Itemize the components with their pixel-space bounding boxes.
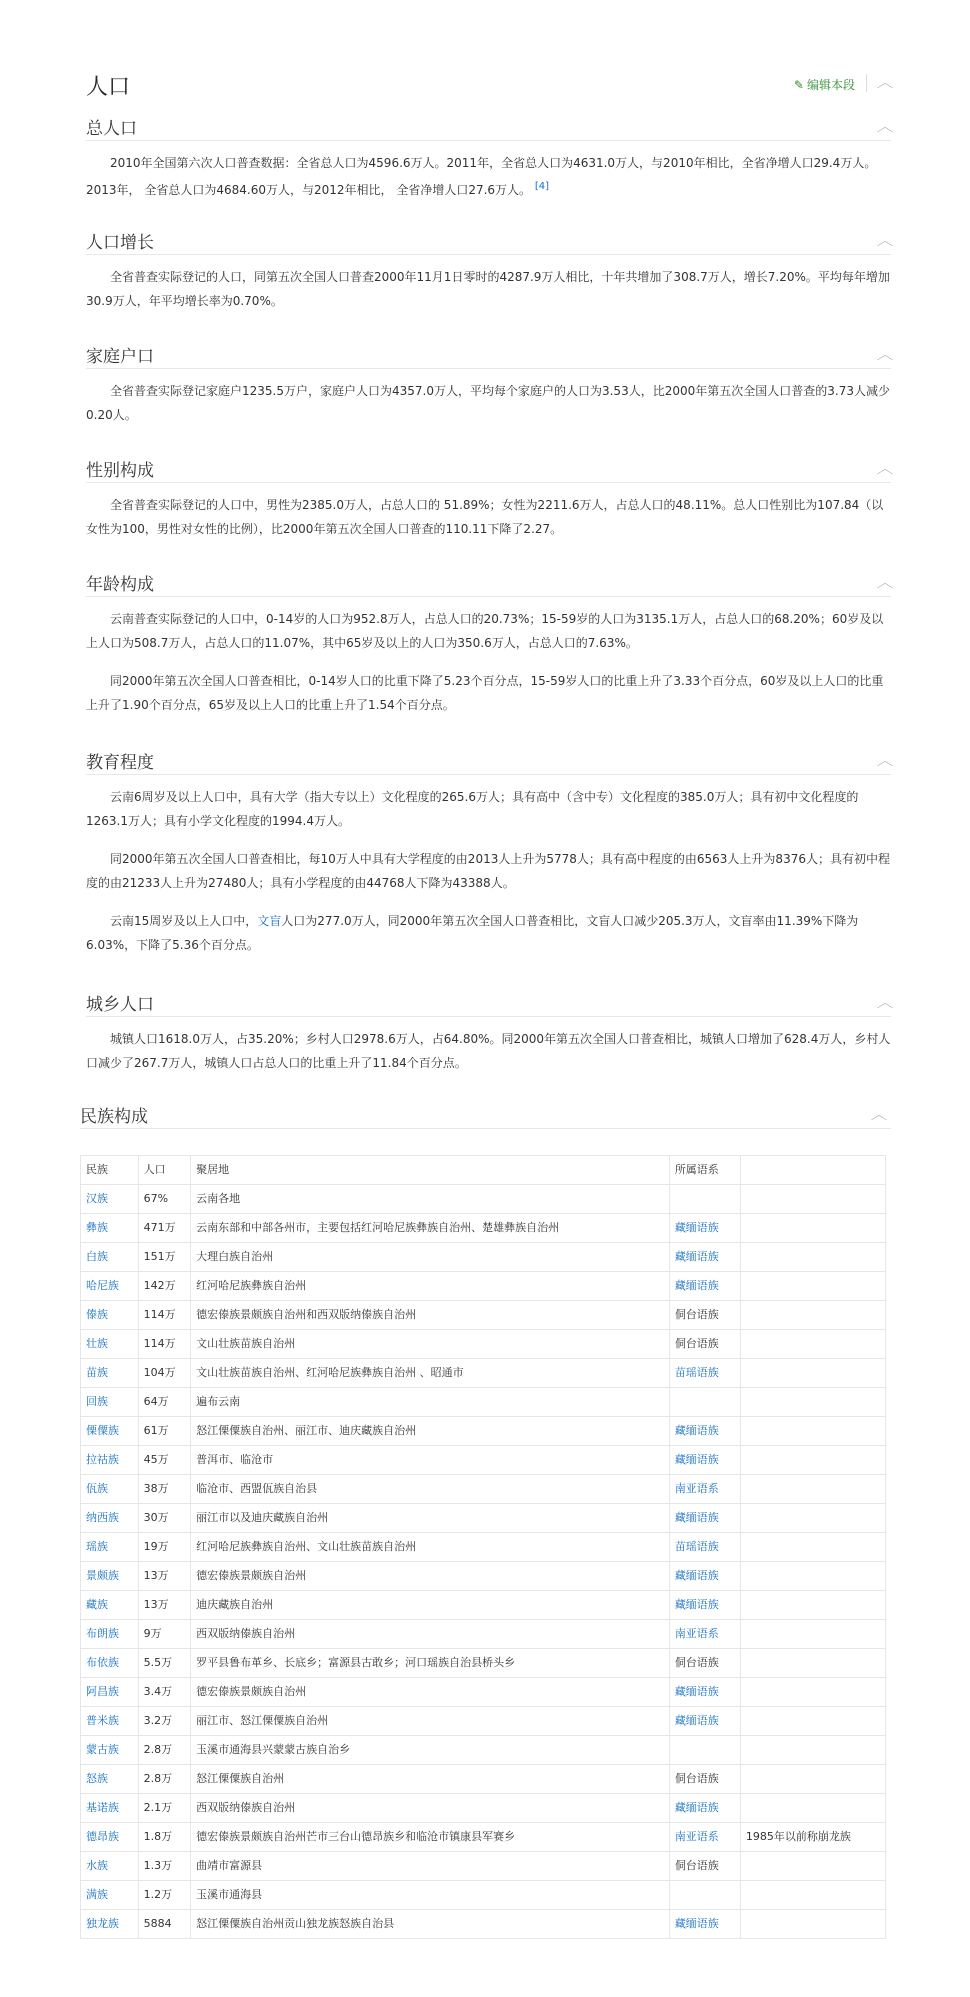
paragraph: 云南6周岁及以上人口中，具有大学（指大专以上）文化程度的265.6万人；具有高中（含中专）文化程度的385.0万人；具有初中文化程度的1263.1万人；具有小学文化程度的1994.4万人。 bbox=[86, 790, 859, 828]
table-cell: 2.8万 bbox=[138, 1765, 191, 1794]
section-header bbox=[86, 112, 894, 141]
table-row bbox=[81, 1823, 886, 1852]
table-row bbox=[81, 1504, 886, 1533]
table-row bbox=[81, 1620, 886, 1649]
section-header bbox=[86, 988, 894, 1017]
table-cell: 2.1万 bbox=[138, 1794, 191, 1823]
table-row bbox=[81, 1214, 886, 1243]
paragraph: 同2000年第五次全国人口普查相比，0-14岁人口的比重下降了5.23个百分点，15-59岁人口的比重上升了3.33个百分点，60岁及以上人口的比重上升了1.90个百分点，65岁及以上人口的比重上升了1.54个百分点。 bbox=[86, 674, 884, 712]
table-cell: 西双版纳傣族自治州 bbox=[191, 1620, 670, 1649]
reference-link[interactable]: [4] bbox=[534, 181, 550, 192]
section-title: 总人口 bbox=[86, 119, 137, 139]
table-cell bbox=[740, 1446, 885, 1475]
section-title: 教育程度 bbox=[86, 753, 154, 773]
table-cell: 67% bbox=[138, 1185, 191, 1214]
table-row bbox=[81, 1852, 886, 1881]
table-cell bbox=[740, 1881, 885, 1910]
section-ethnic bbox=[80, 1100, 891, 1129]
table-cell bbox=[740, 1475, 885, 1504]
ethnic-name-link[interactable]: 彝族 bbox=[81, 1214, 139, 1243]
table-cell: 红河哈尼族彝族自治州、文山壮族苗族自治州 bbox=[191, 1533, 670, 1562]
edit-section-link[interactable] bbox=[794, 76, 855, 93]
ethnic-name-link[interactable]: 傣族 bbox=[81, 1301, 139, 1330]
table-header-cell: 聚居地 bbox=[191, 1156, 670, 1185]
ethnic-name-link[interactable]: 汉族 bbox=[81, 1185, 139, 1214]
table-cell: 151万 bbox=[138, 1243, 191, 1272]
table-row bbox=[81, 1243, 886, 1272]
table-cell: 临沧市、西盟佤族自治县 bbox=[191, 1475, 670, 1504]
table-cell bbox=[740, 1243, 885, 1272]
table-cell: 1985年以前称崩龙族 bbox=[740, 1823, 885, 1852]
paragraph: 全省普查实际登记的人口，同第五次全国人口普查2000年11月1日零时的4287.9万人相比，十年共增加了308.7万人，增长7.20%。平均每年增加30.9万人，年平均增长率为0.70%。 bbox=[86, 270, 890, 308]
section-header bbox=[86, 340, 894, 369]
table-cell: 45万 bbox=[138, 1446, 191, 1475]
table-row bbox=[81, 1475, 886, 1504]
table-header-cell: 人口 bbox=[138, 1156, 191, 1185]
ethnic-name-link[interactable]: 水族 bbox=[81, 1852, 139, 1881]
table-row bbox=[81, 1649, 886, 1678]
table-cell bbox=[740, 1272, 885, 1301]
table-cell bbox=[740, 1504, 885, 1533]
table-row bbox=[81, 1388, 886, 1417]
language-family-cell[interactable]: 南亚语系 bbox=[669, 1823, 740, 1852]
table-cell: 玉溪市通海县 bbox=[191, 1881, 670, 1910]
table-cell bbox=[740, 1185, 885, 1214]
table-row bbox=[81, 1910, 886, 1939]
page-header bbox=[86, 70, 894, 100]
table-cell: 2.8万 bbox=[138, 1736, 191, 1765]
section-title: 性别构成 bbox=[86, 461, 154, 481]
section-total-population bbox=[86, 112, 894, 202]
language-family-cell[interactable]: 藏缅语族 bbox=[669, 1562, 740, 1591]
language-family-cell[interactable]: 藏缅语族 bbox=[669, 1504, 740, 1533]
collapse-chevron-icon[interactable]: ︿ bbox=[876, 996, 894, 1010]
table-cell: 文山壮族苗族自治州 bbox=[191, 1330, 670, 1359]
table-cell: 3.4万 bbox=[138, 1678, 191, 1707]
section-population-growth bbox=[86, 226, 894, 313]
table-header-row bbox=[81, 1156, 886, 1185]
table-cell: 德宏傣族景颇族自治州芒市三台山德昂族乡和临沧市镇康县军赛乡 bbox=[191, 1823, 670, 1852]
table-cell: 西双版纳傣族自治州 bbox=[191, 1794, 670, 1823]
paragraph: 城镇人口1618.0万人，占35.20%；乡村人口2978.6万人，占64.80%。同2000年第五次全国人口普查相比，城镇人口增加了628.4万人，乡村人口减少了267.7万人，城镇人口占总人口的比重上升了11.84个百分点。 bbox=[86, 1032, 891, 1070]
table-row bbox=[81, 1185, 886, 1214]
ethnic-name-link[interactable]: 瑶族 bbox=[81, 1533, 139, 1562]
table-cell bbox=[740, 1765, 885, 1794]
table-cell: 114万 bbox=[138, 1330, 191, 1359]
table-cell: 文山壮族苗族自治州、红河哈尼族彝族自治州 、昭通市 bbox=[191, 1359, 670, 1388]
language-family-cell[interactable]: 藏缅语族 bbox=[669, 1272, 740, 1301]
table-row bbox=[81, 1881, 886, 1910]
paragraph: 全省普查实际登记的人口中，男性为2385.0万人，占总人口的 51.89%；女性为2211.6万人，占总人口的48.11%。总人口性别比为107.84（以女性为100，男性对女性的比例），比2000年第五次全国人口普查的110.11下降了2.27。 bbox=[86, 498, 884, 536]
table-cell: 德宏傣族景颇族自治州 bbox=[191, 1562, 670, 1591]
pencil-icon: ✎ bbox=[793, 78, 804, 92]
ethnic-name-link[interactable]: 景颇族 bbox=[81, 1562, 139, 1591]
table-cell bbox=[740, 1330, 885, 1359]
language-family-cell: 侗台语族 bbox=[669, 1852, 740, 1881]
table-cell bbox=[740, 1359, 885, 1388]
table-cell: 61万 bbox=[138, 1417, 191, 1446]
language-family-cell[interactable]: 藏缅语族 bbox=[669, 1214, 740, 1243]
table-cell bbox=[740, 1649, 885, 1678]
ethnic-name-link[interactable]: 纳西族 bbox=[81, 1504, 139, 1533]
table-cell: 9万 bbox=[138, 1620, 191, 1649]
ethnic-name-link[interactable]: 基诺族 bbox=[81, 1794, 139, 1823]
ethnic-name-link[interactable]: 佤族 bbox=[81, 1475, 139, 1504]
ethnic-name-link[interactable]: 哈尼族 bbox=[81, 1272, 139, 1301]
table-cell: 玉溪市通海县兴蒙蒙古族自治乡 bbox=[191, 1736, 670, 1765]
table-row bbox=[81, 1678, 886, 1707]
paragraph: 云南15周岁及以上人口中，文盲人口为277.0万人，同2000年第五次全国人口普查相比，文盲人口减少205.3万人，文盲率由11.39%下降为6.03%，下降了5.36个百分点。 bbox=[86, 914, 859, 952]
language-family-cell[interactable]: 苗瑶语族 bbox=[669, 1359, 740, 1388]
table-header-cell: 民族 bbox=[81, 1156, 139, 1185]
table-cell: 云南东部和中部各州市，主要包括红河哈尼族彝族自治州、楚雄彝族自治州 bbox=[191, 1214, 670, 1243]
section-header bbox=[86, 226, 894, 255]
table-cell bbox=[740, 1591, 885, 1620]
table-cell bbox=[740, 1620, 885, 1649]
language-family-cell[interactable]: 藏缅语族 bbox=[669, 1910, 740, 1939]
section-header bbox=[86, 454, 894, 483]
ethnic-name-link[interactable]: 布依族 bbox=[81, 1649, 139, 1678]
collapse-chevron-icon[interactable]: ︿ bbox=[876, 348, 894, 362]
table-cell bbox=[740, 1707, 885, 1736]
collapse-chevron-icon[interactable]: ︿ bbox=[876, 234, 894, 248]
language-family-cell bbox=[669, 1388, 740, 1417]
section-title: 家庭户口 bbox=[86, 347, 154, 367]
collapse-chevron-icon[interactable]: ︿ bbox=[870, 1108, 888, 1122]
ethnic-name-link[interactable]: 拉祜族 bbox=[81, 1446, 139, 1475]
table-cell: 普洱市、临沧市 bbox=[191, 1446, 670, 1475]
ethnic-name-link[interactable]: 傈僳族 bbox=[81, 1417, 139, 1446]
language-family-cell bbox=[669, 1736, 740, 1765]
ethnic-name-link[interactable]: 壮族 bbox=[81, 1330, 139, 1359]
collapse-chevron-icon[interactable]: ︿ bbox=[876, 576, 894, 590]
table-cell: 1.3万 bbox=[138, 1852, 191, 1881]
ethnic-name-link[interactable]: 白族 bbox=[81, 1243, 139, 1272]
ethnic-name-link[interactable]: 普米族 bbox=[81, 1707, 139, 1736]
table-row bbox=[81, 1446, 886, 1475]
table-cell: 19万 bbox=[138, 1533, 191, 1562]
ethnic-name-link[interactable]: 回族 bbox=[81, 1388, 139, 1417]
section-title: 年龄构成 bbox=[86, 575, 154, 595]
table-cell: 13万 bbox=[138, 1562, 191, 1591]
paragraph: 云南普查实际登记的人口中，0-14岁的人口为952.8万人，占总人口的20.73%；15-59岁的人口为3135.1万人，占总人口的68.20%；60岁及以上人口为508.7万人，占总人口的11.07%，其中65岁及以上的人口为350.6万人，占总人口的7.63%。 bbox=[86, 612, 884, 650]
ethnic-name-link[interactable]: 阿昌族 bbox=[81, 1678, 139, 1707]
table-cell bbox=[740, 1301, 885, 1330]
table-row bbox=[81, 1330, 886, 1359]
table-cell: 142万 bbox=[138, 1272, 191, 1301]
ethnic-name-link[interactable]: 德昂族 bbox=[81, 1823, 139, 1852]
table-cell: 471万 bbox=[138, 1214, 191, 1243]
table-cell: 114万 bbox=[138, 1301, 191, 1330]
ethnic-name-link[interactable]: 独龙族 bbox=[81, 1910, 139, 1939]
table-row bbox=[81, 1359, 886, 1388]
language-family-cell: 侗台语族 bbox=[669, 1301, 740, 1330]
table-cell: 1.8万 bbox=[138, 1823, 191, 1852]
language-family-cell[interactable]: 南亚语系 bbox=[669, 1620, 740, 1649]
language-family-cell[interactable]: 藏缅语族 bbox=[669, 1794, 740, 1823]
section-households bbox=[86, 340, 894, 427]
paragraph: 全省普查实际登记家庭户1235.5万户，家庭户人口为4357.0万人，平均每个家庭户的人口为3.53人，比2000年第五次全国人口普查的3.73人减少0.20人。 bbox=[86, 384, 890, 422]
language-family-cell[interactable]: 苗瑶语族 bbox=[669, 1533, 740, 1562]
section-gender bbox=[86, 454, 894, 541]
table-cell: 丽江市以及迪庆藏族自治州 bbox=[191, 1504, 670, 1533]
paragraph: 同2000年第五次全国人口普查相比，每10万人中具有大学程度的由2013人上升为5778人；具有高中程度的由6563人上升为8376人；具有初中程度的由21233人上升为27480人；具有小学程度的由44768人下降为43388人。 bbox=[86, 852, 890, 890]
table-cell: 迪庆藏族自治州 bbox=[191, 1591, 670, 1620]
language-family-cell[interactable]: 藏缅语族 bbox=[669, 1446, 740, 1475]
language-family-cell[interactable]: 南亚语系 bbox=[669, 1475, 740, 1504]
table-cell: 德宏傣族景颇族自治州和西双版纳傣族自治州 bbox=[191, 1301, 670, 1330]
section-header bbox=[86, 746, 894, 775]
ethnic-table bbox=[80, 1155, 886, 1939]
table-cell: 怒江傈僳族自治州、丽江市、迪庆藏族自治州 bbox=[191, 1417, 670, 1446]
ethnic-name-link[interactable]: 蒙古族 bbox=[81, 1736, 139, 1765]
section-title: 人口增长 bbox=[86, 233, 154, 253]
page-title: 人口 bbox=[86, 75, 131, 100]
language-family-cell: 侗台语族 bbox=[669, 1765, 740, 1794]
collapse-chevron-icon[interactable]: ︿ bbox=[876, 754, 894, 768]
table-cell bbox=[740, 1562, 885, 1591]
table-row bbox=[81, 1765, 886, 1794]
section-header bbox=[80, 1100, 891, 1129]
section-urban-rural bbox=[86, 988, 894, 1075]
table-cell: 3.2万 bbox=[138, 1707, 191, 1736]
ethnic-name-link[interactable]: 布朗族 bbox=[81, 1620, 139, 1649]
table-row bbox=[81, 1417, 886, 1446]
table-cell: 5884 bbox=[138, 1910, 191, 1939]
table-cell: 罗平县鲁布革乡、长底乡；富源县古敢乡；河口瑶族自治县桥头乡 bbox=[191, 1649, 670, 1678]
table-cell: 64万 bbox=[138, 1388, 191, 1417]
table-cell bbox=[740, 1736, 885, 1765]
table-row bbox=[81, 1533, 886, 1562]
table-cell bbox=[740, 1852, 885, 1881]
table-cell: 13万 bbox=[138, 1591, 191, 1620]
table-cell bbox=[740, 1417, 885, 1446]
table-cell bbox=[740, 1678, 885, 1707]
table-cell bbox=[740, 1910, 885, 1939]
language-family-cell bbox=[669, 1185, 740, 1214]
collapse-chevron-icon[interactable]: ︿ bbox=[876, 120, 894, 134]
illiteracy-link[interactable]: 文盲 bbox=[257, 914, 282, 928]
table-cell bbox=[740, 1214, 885, 1243]
section-education bbox=[86, 746, 894, 957]
ethnic-name-link[interactable]: 满族 bbox=[81, 1881, 139, 1910]
table-cell: 红河哈尼族彝族自治州 bbox=[191, 1272, 670, 1301]
table-header-cell bbox=[740, 1156, 885, 1185]
language-family-cell: 侗台语族 bbox=[669, 1649, 740, 1678]
table-header-cell: 所属语系 bbox=[669, 1156, 740, 1185]
section-header bbox=[86, 568, 894, 597]
table-row bbox=[81, 1301, 886, 1330]
section-title: 民族构成 bbox=[80, 1107, 148, 1127]
collapse-chevron-icon[interactable]: ︿ bbox=[876, 462, 894, 476]
ethnic-name-link[interactable]: 苗族 bbox=[81, 1359, 139, 1388]
language-family-cell[interactable]: 藏缅语族 bbox=[669, 1707, 740, 1736]
table-row bbox=[81, 1272, 886, 1301]
table-cell: 5.5万 bbox=[138, 1649, 191, 1678]
language-family-cell[interactable]: 藏缅语族 bbox=[669, 1591, 740, 1620]
table-row bbox=[81, 1562, 886, 1591]
section-title: 城乡人口 bbox=[86, 995, 154, 1015]
ethnic-name-link[interactable]: 怒族 bbox=[81, 1765, 139, 1794]
table-cell: 怒江傈僳族自治州贡山独龙族怒族自治县 bbox=[191, 1910, 670, 1939]
collapse-chevron-icon[interactable]: ︿ bbox=[876, 76, 894, 90]
language-family-cell bbox=[669, 1881, 740, 1910]
table-row bbox=[81, 1794, 886, 1823]
table-row bbox=[81, 1736, 886, 1765]
table-cell: 大理白族自治州 bbox=[191, 1243, 670, 1272]
table-cell: 38万 bbox=[138, 1475, 191, 1504]
table-cell: 丽江市、怒江傈僳族自治州 bbox=[191, 1707, 670, 1736]
language-family-cell[interactable]: 藏缅语族 bbox=[669, 1678, 740, 1707]
language-family-cell[interactable]: 藏缅语族 bbox=[669, 1243, 740, 1272]
ethnic-name-link[interactable]: 藏族 bbox=[81, 1591, 139, 1620]
table-cell: 德宏傣族景颇族自治州 bbox=[191, 1678, 670, 1707]
paragraph: 2010年全国第六次人口普查数据：全省总人口为4596.6万人。2011年，全省总人口为4631.0万人，与2010年相比，全省净增人口29.4万人。2013年， 全省总人口为4684.60万人，与2012年相比， 全省净增人口27.6万人。 [4] bbox=[86, 156, 877, 197]
language-family-cell: 侗台语族 bbox=[669, 1330, 740, 1359]
table-cell bbox=[740, 1794, 885, 1823]
table-cell: 遍布云南 bbox=[191, 1388, 670, 1417]
divider bbox=[866, 74, 867, 92]
table-row bbox=[81, 1707, 886, 1736]
table-cell: 云南各地 bbox=[191, 1185, 670, 1214]
edit-label: 编辑本段 bbox=[806, 78, 855, 92]
language-family-cell[interactable]: 藏缅语族 bbox=[669, 1417, 740, 1446]
table-cell: 1.2万 bbox=[138, 1881, 191, 1910]
table-cell: 104万 bbox=[138, 1359, 191, 1388]
table-row bbox=[81, 1591, 886, 1620]
table-cell: 怒江傈僳族自治州 bbox=[191, 1765, 670, 1794]
table-cell bbox=[740, 1388, 885, 1417]
table-cell: 30万 bbox=[138, 1504, 191, 1533]
section-age bbox=[86, 568, 894, 717]
table-cell bbox=[740, 1533, 885, 1562]
table-cell: 曲靖市富源县 bbox=[191, 1852, 670, 1881]
